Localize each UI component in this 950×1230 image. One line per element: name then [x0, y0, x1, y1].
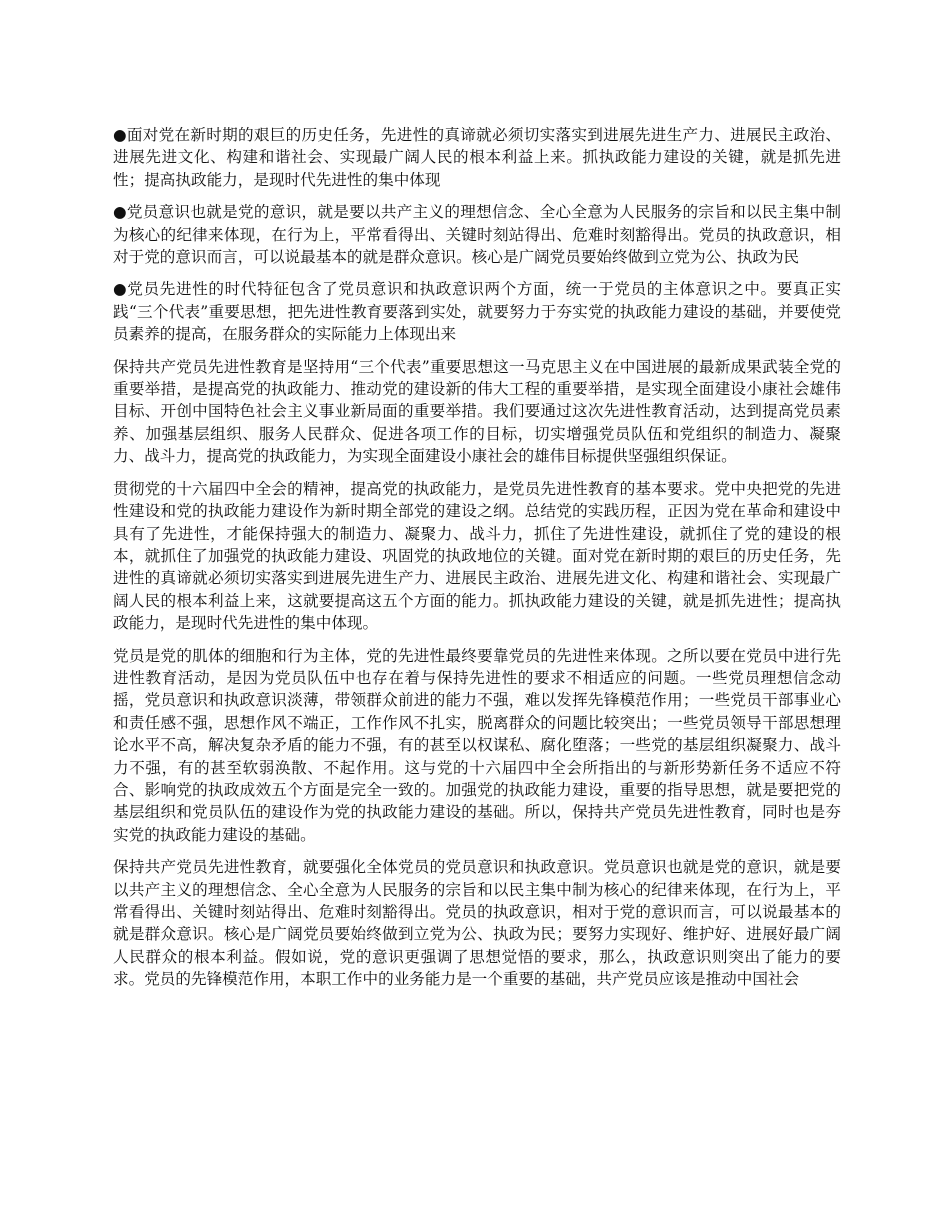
document-body	[113, 124, 841, 1001]
body-paragraph-1: 保持共产党员先进性教育是坚持用“三个代表”重要思想这一马克思主义在中国进展的最新成果武装全党的重要举措，是提高党的执政能力、推动党的建设新的伟大工程的重要举措，是实现全面建设小康社会雄伟目标、开创中国特色社会主义事业新局面的重要举措。我们要通过这次先进性教育活动，达到提高党员素养、加强基层组织、服务人民群众、促进各项工作的目标，切实增强党员队伍和党组织的制造力、凝聚力、战斗力，提高党的执政能力，为实现全面建设小康社会的雄伟目标提供坚强组织保证。	[113, 357, 841, 466]
summary-point-2: ●党员意识也就是党的意识，就是要以共产主义的理想信念、全心全意为人民服务的宗旨和以民主集中制为核心的纪律来体现，在行为上，平常看得出、关键时刻站得出、危难时刻豁得出。党员的执政意识，相对于党的意识而言，可以说最基本的就是群众意识。核心是广阔党员要始终做到立党为公、执政为民	[113, 203, 841, 267]
body-paragraph-3: 党员是党的肌体的细胞和行为主体，党的先进性最终要靠党员的先进性来体现。之所以要在党员中进行先进性教育活动，是因为党员队伍中也存在着与保持先进性的要求不相适应的问题。一些党员理想信念动摇，党员意识和执政意识淡薄，带领群众前进的能力不强，难以发挥先锋模范作用；一些党员干部事业心和责任感不强，思想作风不端正，工作作风不扎实，脱离群众的问题比较突出；一些党员领导干部思想理论水平不高，解决复杂矛盾的能力不强，有的甚至以权谋私、腐化堕落；一些党的基层组织凝聚力、战斗力不强，有的甚至软弱涣散、不起作用。这与党的十六届四中全会所指出的与新形势新任务不适应不符合、影响党的执政成效五个方面是完全一致的。加强党的执政能力建设，重要的指导思想，就是要把党的基层组织和党员队伍的建设作为党的执政能力建设的基础。所以，保持共产党员先进性教育，同时也是夯实党的执政能力建设的基础。	[113, 646, 841, 844]
body-paragraph-2: 贯彻党的十六届四中全会的精神，提高党的执政能力，是党员先进性教育的基本要求。党中央把党的先进性建设和党的执政能力建设作为新时期全部党的建设之纲。总结党的实践历程，正因为党在革命和建设中具有了先进性，才能保持强大的制造力、凝聚力、战斗力，抓住了先进性建设，就抓住了党的建设的根本，就抓住了加强党的执政能力建设、巩固党的执政地位的关键。面对党在新时期的艰巨的历史任务，先进性的真谛就必须切实落实到进展先进生产力、进展民主政治、进展先进文化、构建和谐社会、实现最广阔人民的根本利益上来，这就要提高这五个方面的能力。抓执政能力建设的关键，就是抓先进性；提高执政能力，是现时代先进性的集中体现。	[113, 479, 841, 633]
body-paragraph-4: 保持共产党员先进性教育，就要强化全体党员的党员意识和执政意识。党员意识也就是党的意识，就是要以共产主义的理想信念、全心全意为人民服务的宗旨和以民主集中制为核心的纪律来体现，在行为上，平常看得出、关键时刻站得出、危难时刻豁得出。党员的执政意识，相对于党的意识而言，可以说最基本的就是群众意识。核心是广阔党员要始终做到立党为公、执政为民；要努力实现好、维护好、进展好最广阔人民群众的根本利益。假如说，党的意识更强调了思想觉悟的要求，那么，执政意识则突出了能力的要求。党员的先锋模范作用，本职工作中的业务能力是一个重要的基础，共产党员应该是推动中国社会	[113, 858, 841, 989]
summary-point-1: ●面对党在新时期的艰巨的历史任务，先进性的真谛就必须切实落实到进展先进生产力、进展民主政治、进展先进文化、构建和谐社会、实现最广阔人民的根本利益上来。抓执政能力建设的关键，就是抓先进性；提高执政能力，是现时代先进性的集中体现	[113, 126, 841, 189]
summary-point-3: ●党员先进性的时代特征包含了党员意识和执政意识两个方面，统一于党员的主体意识之中。要真正实践“三个代表”重要思想，把先进性教育要落到实处，就要努力于夯实党的执政能力建设的基础，并要使党员素养的提高，在服务群众的实际能力上体现出来	[113, 280, 841, 344]
